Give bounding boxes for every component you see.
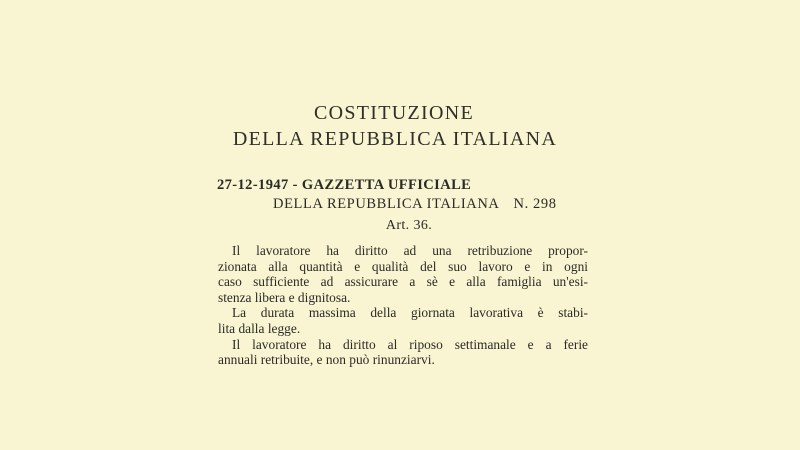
gazette-date-line: 27-12-1947 - GAZZETTA UFFICIALE bbox=[217, 177, 472, 193]
gazette-number: N. 298 bbox=[513, 196, 557, 212]
article-line: zionata alla quantità e qualità del suo lavoro e in ogni bbox=[218, 258, 588, 274]
gazette-publication-name: DELLA REPUBBLICA ITALIANA bbox=[273, 196, 500, 212]
gazette-publication-line bbox=[273, 196, 557, 213]
article-body bbox=[218, 243, 588, 368]
document-title-line2: DELLA REPUBBLICA ITALIANA bbox=[232, 128, 558, 150]
article-line: stenza libera e dignitosa. bbox=[218, 289, 351, 305]
article-line: La durata massima della giornata lavorativa è stabi- bbox=[232, 305, 588, 321]
article-heading: Art. 36. bbox=[385, 218, 433, 233]
article-line: lita dalla legge. bbox=[218, 320, 301, 336]
document-title-line1: COSTITUZIONE bbox=[313, 102, 475, 124]
article-line: annuali retribuite, e non può rinunziarvi. bbox=[218, 352, 435, 368]
article-line: Il lavoratore ha diritto ad una retribuzione propor- bbox=[232, 243, 588, 258]
article-line: Il lavoratore ha diritto al riposo settimanale e a ferie bbox=[232, 336, 588, 352]
article-line: caso sufficiente ad assicurare a sè e alla famiglia un'esi- bbox=[218, 274, 588, 290]
